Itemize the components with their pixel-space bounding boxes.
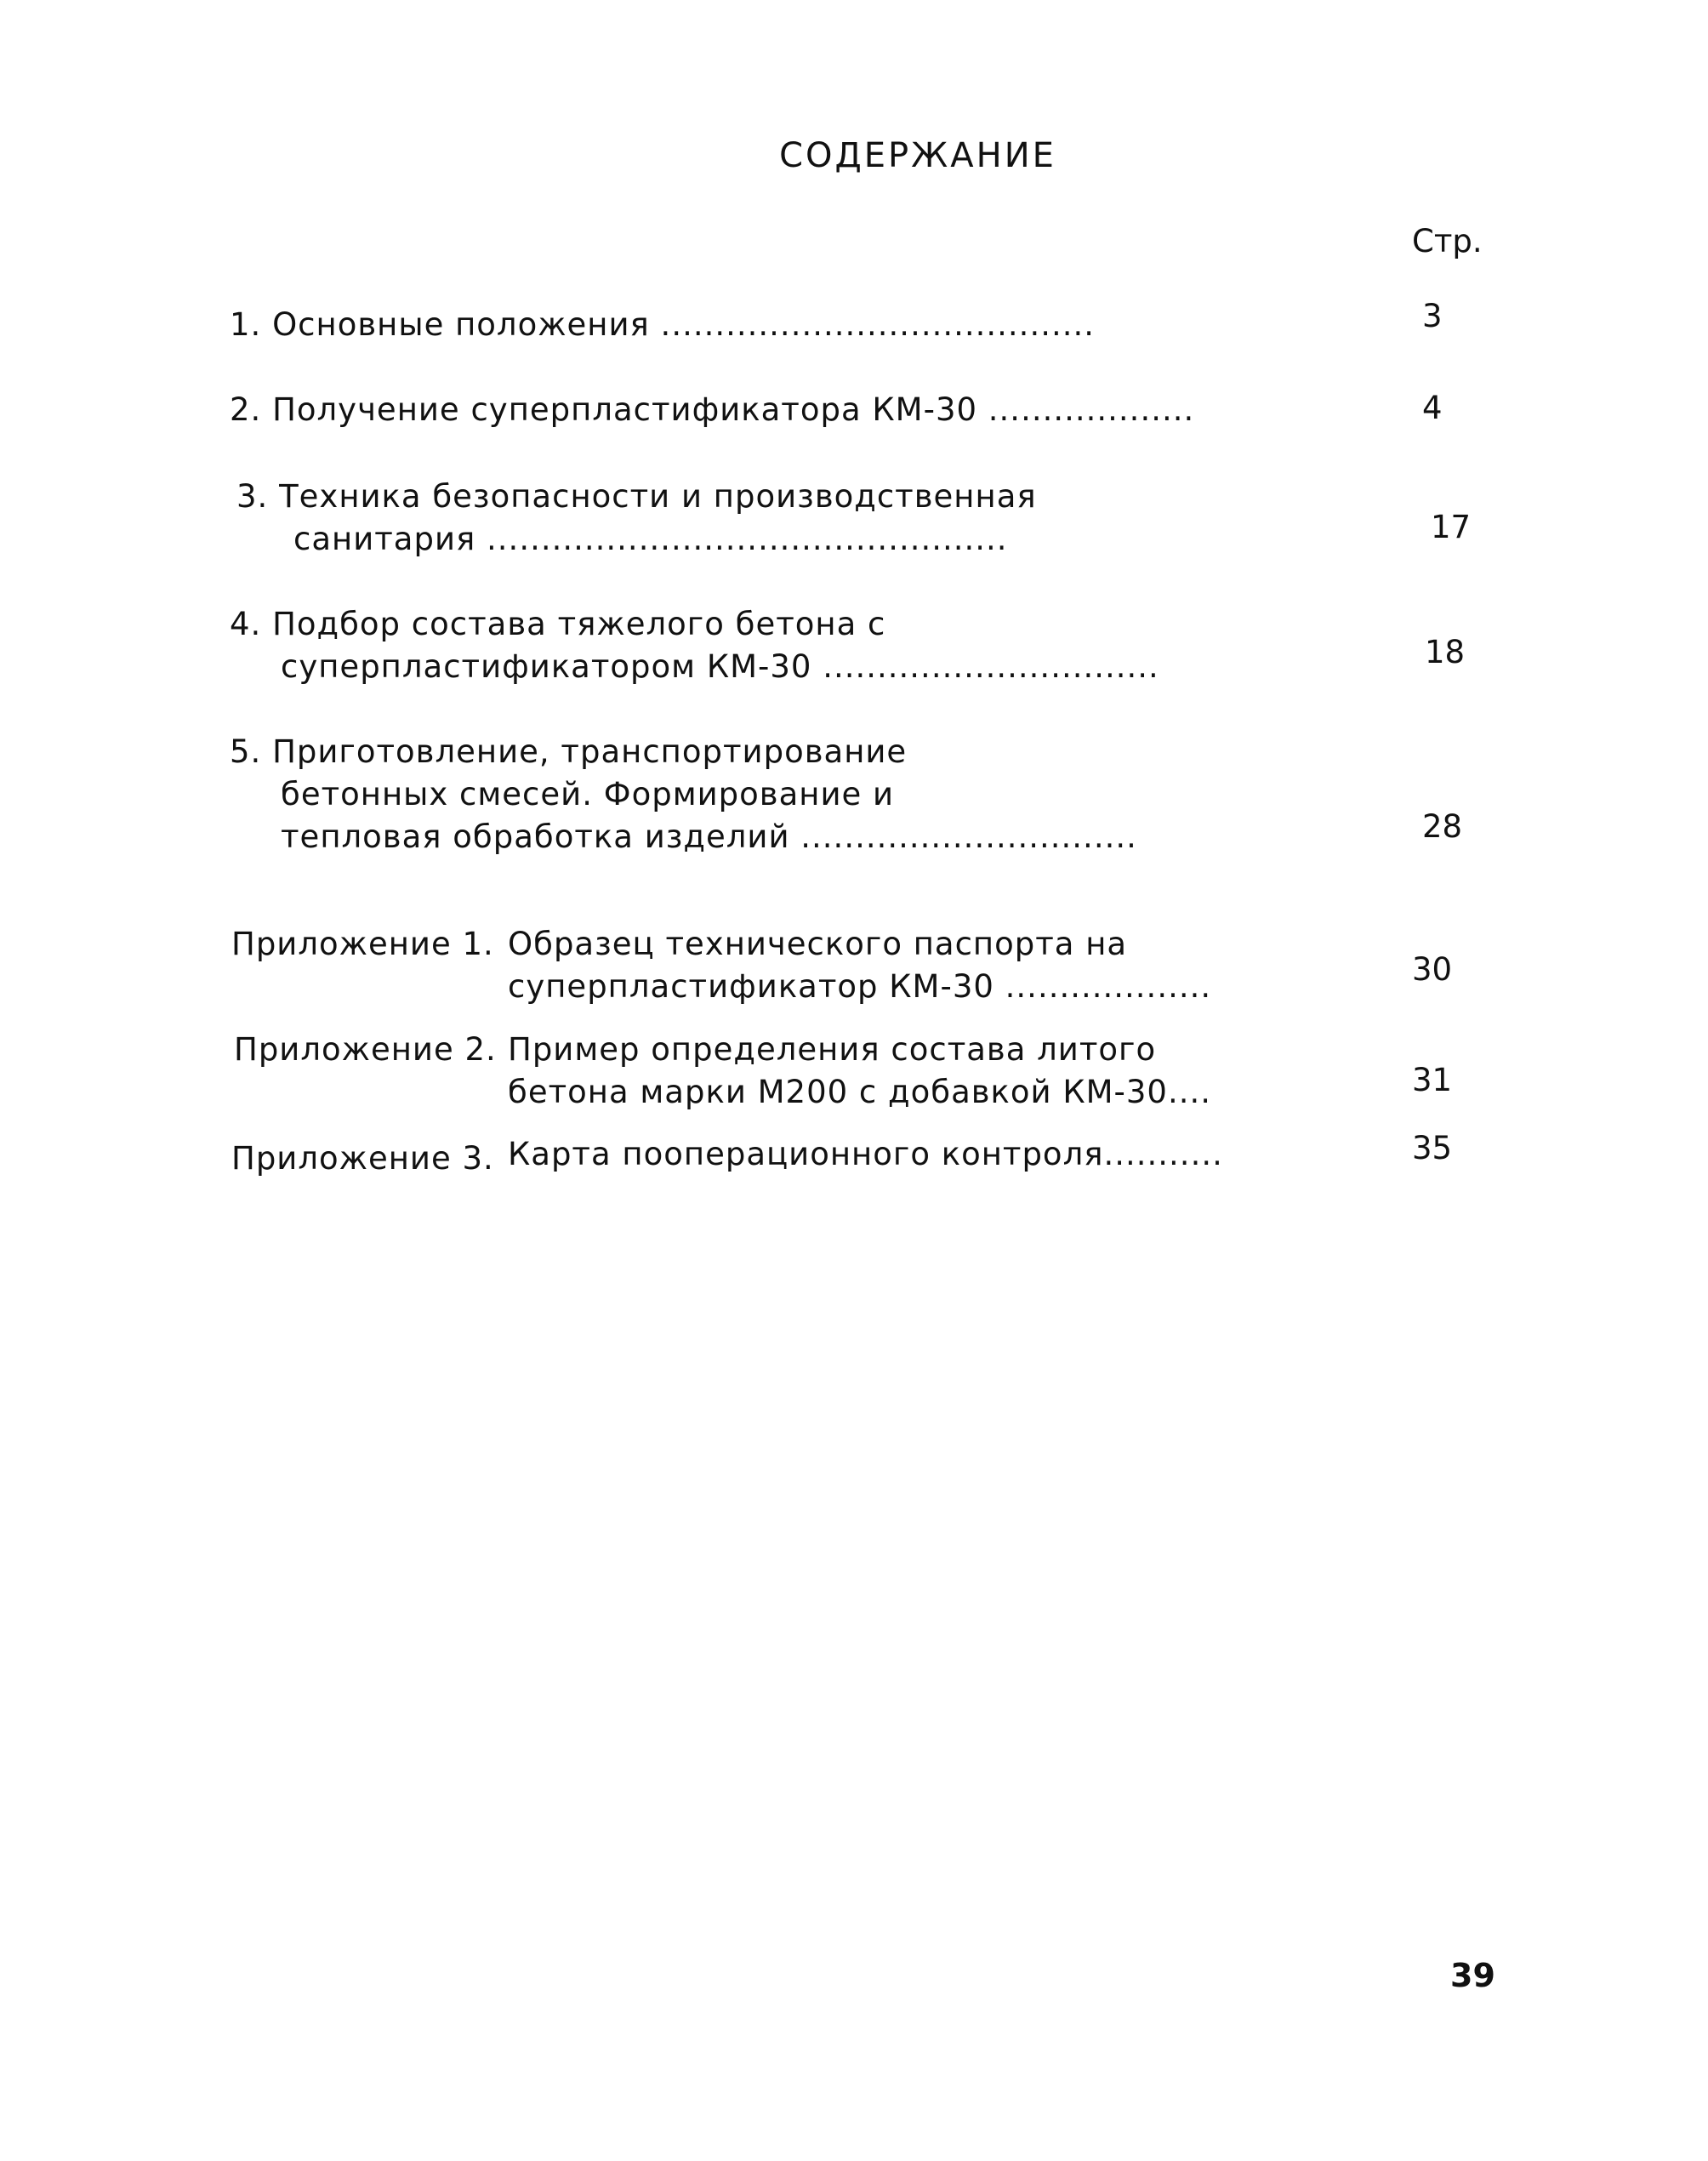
toc-entry-1-line-1: 1. Основные положения ........................................ (230, 306, 1096, 343)
toc-entry-5-line-3: тепловая обработка изделий ............................... (281, 818, 1137, 855)
toc-entry-3-page: 17 (1431, 509, 1472, 545)
toc-entry-4-line-2: суперпластификатором КМ-30 ............................... (281, 648, 1159, 685)
page-number: 39 (1450, 1957, 1495, 1994)
toc-entry-2-line-1: 2. Получение суперпластификатора КМ-30 ................... (230, 391, 1195, 428)
toc-entry-5-line-1: 5. Приготовление, транспортирование (230, 733, 908, 770)
appendix-1-page: 30 (1412, 951, 1453, 988)
toc-entry-5-line-2: бетонных смесей. Формирование и (281, 776, 895, 813)
toc-entry-3-line-1: 3. Техника безопасности и производственная (236, 478, 1037, 515)
appendix-1-line-2: суперпластификатор КМ-30 ................... (508, 968, 1212, 1005)
toc-entry-5-page: 28 (1422, 808, 1463, 845)
toc-entry-1-page: 3 (1422, 298, 1443, 334)
appendix-2-line-1: Пример определения состава литого (508, 1031, 1157, 1068)
toc-entry-4-page: 18 (1425, 634, 1466, 670)
toc-entry-3-line-2: санитария ................................................ (293, 521, 1008, 557)
toc-entry-2-page: 4 (1422, 390, 1443, 426)
appendix-1-label: Приложение 1. (231, 926, 494, 962)
appendix-3-line-1: Карта пооперационного контроля........... (508, 1136, 1223, 1172)
appendix-3-page: 35 (1412, 1130, 1453, 1166)
appendix-2-page: 31 (1412, 1062, 1453, 1098)
toc-title: СОДЕРЖАНИЕ (779, 136, 1056, 175)
appendix-2-line-2: бетона марки М200 с добавкой КМ-30.... (508, 1074, 1212, 1110)
appendix-3-label: Приложение 3. (231, 1140, 494, 1177)
appendix-2-label: Приложение 2. (234, 1031, 497, 1068)
toc-entry-4-line-1: 4. Подбор состава тяжелого бетона с (230, 606, 886, 642)
page-column-header: Стр. (1412, 223, 1483, 259)
appendix-1-line-1: Образец технического паспорта на (508, 926, 1128, 962)
